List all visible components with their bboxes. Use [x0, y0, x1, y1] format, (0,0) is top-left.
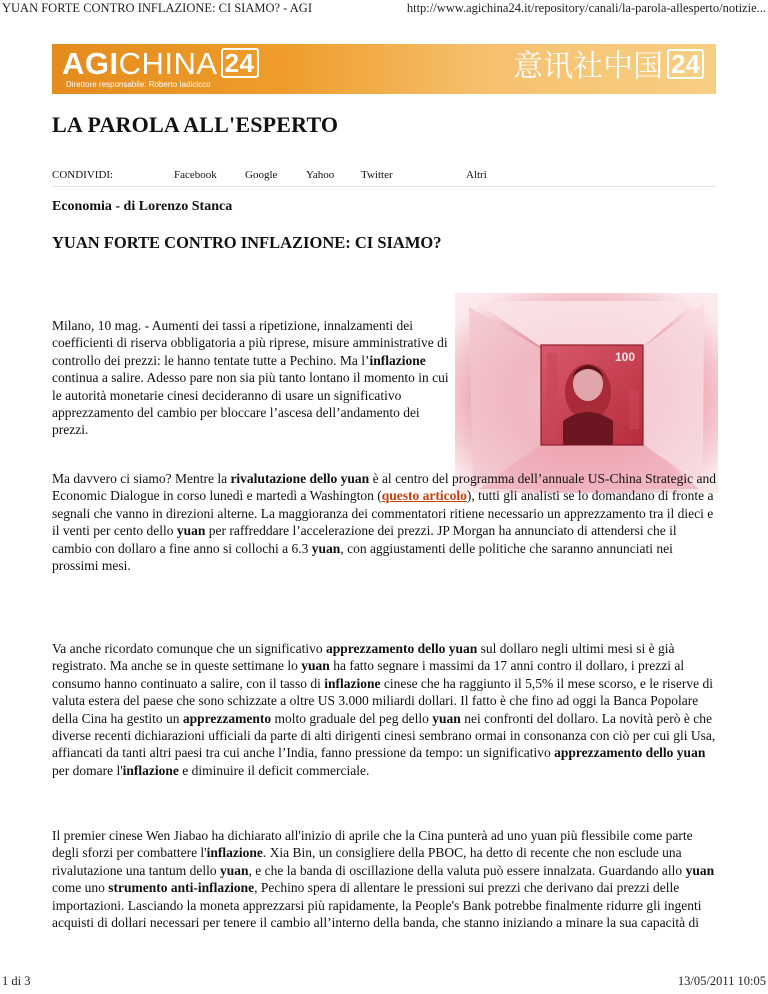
text-run: Il premier cinese Wen Jiabao ha dichiarato all'inizio di aprile che la Cina punterà ad uno yuan più flessibile come parte degli sforzi per combattere l': [52, 828, 693, 861]
banner-chinese-title: [513, 48, 704, 86]
text-run: come uno: [52, 880, 109, 896]
article-paragraph-1: [52, 317, 454, 439]
agichina24-logo: [62, 46, 259, 82]
highlight-term: yuan: [311, 540, 341, 556]
share-others-link[interactable]: Altri: [466, 169, 487, 181]
text-run: , Pechino spera di allentare le pressioni sui prezzi che derivano dai prezzi delle importazioni. Lasciando la moneta apprezzarsi più rapidamente, la People's Bank potrebbe finalmente ridurre gli ingenti acquisti di dollari necessari per tenere il cambio all’interno della banda, che stanno iniziando a minare la sua capacità di: [52, 880, 702, 931]
share-yahoo-link[interactable]: Yahoo: [306, 169, 335, 181]
print-header-url: http://www.agichina24.it/repository/canali/la-parola-allesperto/notizie...: [406, 1, 766, 15]
highlight-term: strumento anti-inflazione: [108, 880, 255, 896]
highlight-term: yuan: [219, 862, 249, 878]
highlight-term: yuan: [432, 710, 461, 726]
logo-bold: AGI: [62, 46, 119, 81]
text-run: Milano, 10 mag. - Aumenti dei tassi a ripetizione, innalzamenti dei coefficienti di riserva obbligatoria a più riprese, misure amministrative di controllo dei prezzi: le hanno tentate tutte a Pechino. Ma l’: [52, 318, 448, 368]
highlight-term: inflazione: [206, 845, 263, 861]
share-twitter-link[interactable]: Twitter: [361, 169, 393, 181]
article-byline: Economia - di Lorenzo Stanca: [52, 199, 233, 214]
text-run: Va anche ricordato comunque che un significativo: [52, 641, 327, 656]
share-google-link[interactable]: Google: [245, 169, 278, 181]
text-run: , con aggiustamenti delle politiche che saranno annunciati nei prossimi mesi.: [52, 540, 673, 574]
text-run: nei confronti del dollaro. La novità però è che diverse recenti dichiarazioni ufficiali da parte di alti dirigenti cinesi sembrano ormai in consonanza con ciò per cui gli Usa, affiancati da tanti altri paesi tra cui anche l’India, fanno pressione da tempo: un significativo: [52, 710, 716, 761]
agichina24-banner[interactable]: [52, 44, 716, 94]
yuan-banknote-photo: [455, 293, 718, 493]
article-headline: YUAN FORTE CONTRO INFLAZIONE: CI SIAMO?: [52, 233, 442, 252]
highlight-term: yuan: [301, 658, 330, 674]
article-paragraph-4: [52, 827, 718, 931]
text-run: continua a salire. Adesso pare non sia più tanto lontano il momento in cui le autorità monetarie cinesi decideranno di usare un significativo apprezzamento del cambio per bloccare l’ascesa dell’andamento dei prezzi.: [52, 370, 449, 438]
share-label: CONDIVIDI:: [52, 169, 114, 181]
print-header-title: YUAN FORTE CONTRO INFLAZIONE: CI SIAMO? - AGI: [2, 1, 312, 15]
share-facebook-link[interactable]: Facebook: [174, 169, 217, 181]
text-run: per domare l': [52, 762, 123, 778]
chinese-title-number: 24: [667, 49, 704, 79]
highlight-term: apprezzamento dello yuan: [554, 745, 706, 761]
section-title: LA PAROLA ALL'ESPERTO: [52, 112, 339, 137]
highlight-term: inflazione: [122, 762, 179, 778]
text-run: sul dollaro negli ultimi mesi si è già registrato. Ma anche se in queste settimane lo: [52, 641, 675, 674]
highlight-term: inflazione: [369, 352, 426, 368]
svg-text:100: 100: [615, 350, 636, 364]
chinese-title-text: 意讯社中国: [513, 49, 664, 84]
banner-director: Direttore responsabile: Roberto Iadicicco: [66, 80, 211, 89]
article-paragraph-2: [52, 470, 718, 574]
text-run: , e che la banda di oscillazione della valuta può essere innalzata. Guardando allo: [248, 862, 686, 878]
highlight-term: yuan: [176, 523, 206, 539]
text-run: cinese che ha raggiunto il 5,5% il mese scorso, e le riserve di valuta estera del paese che sono schizzate a oltre US 3.000 miliardi dollari. Il fatto è che fino ad oggi la Banca Popolare della Cina ha gestito un: [52, 675, 713, 726]
text-run: per raffreddare l’accelerazione dei prezzi. JP Morgan ha annunciato di attendersi che il cambio con dollaro a fine anno si collochi a 6.3: [52, 523, 677, 556]
text-run: . Xia Bin, un consigliere della PBOC, ha detto di recente che non esclude una rivalutazione una tantum dello: [52, 845, 682, 878]
text-run: ), tutti gli analisti se lo domandano di fronte a segnali che vanno in direzioni alterne. La maggioranza dei commentatori ritiene necessario un apprezzamento tra il dieci e il venti per cento dello: [52, 488, 714, 539]
share-divider: [52, 186, 716, 187]
print-footer-datetime: 13/05/2011 10:05: [677, 974, 766, 988]
text-run: Ma davvero ci siamo? Mentre la: [52, 471, 231, 486]
text-run: ha fatto segnare i massimi da 17 anni contro il dollaro, i prezzi al consumo hanno continuato a salire, con il tasso di: [52, 658, 685, 691]
article-paragraph-3: [52, 640, 718, 779]
highlight-term: inflazione: [324, 675, 381, 691]
related-article-link[interactable]: questo articolo: [381, 488, 467, 504]
logo-light: CHINA: [118, 46, 218, 81]
text-run: e diminuire il deficit commerciale.: [178, 762, 370, 778]
highlight-term: apprezzamento: [182, 710, 272, 726]
highlight-term: apprezzamento dello yuan: [326, 641, 478, 656]
highlight-term: rivalutazione dello yuan: [230, 471, 370, 486]
text-run: molto graduale del peg dello: [271, 710, 433, 726]
logo-number: 24: [221, 48, 259, 78]
text-run: è al centro del programma dell’annuale US-China Strategic and Economic Dialogue in corso lunedì e martedì a Washington (: [52, 471, 716, 504]
print-footer-page: 1 di 3: [2, 974, 31, 988]
highlight-term: yuan: [685, 862, 715, 878]
